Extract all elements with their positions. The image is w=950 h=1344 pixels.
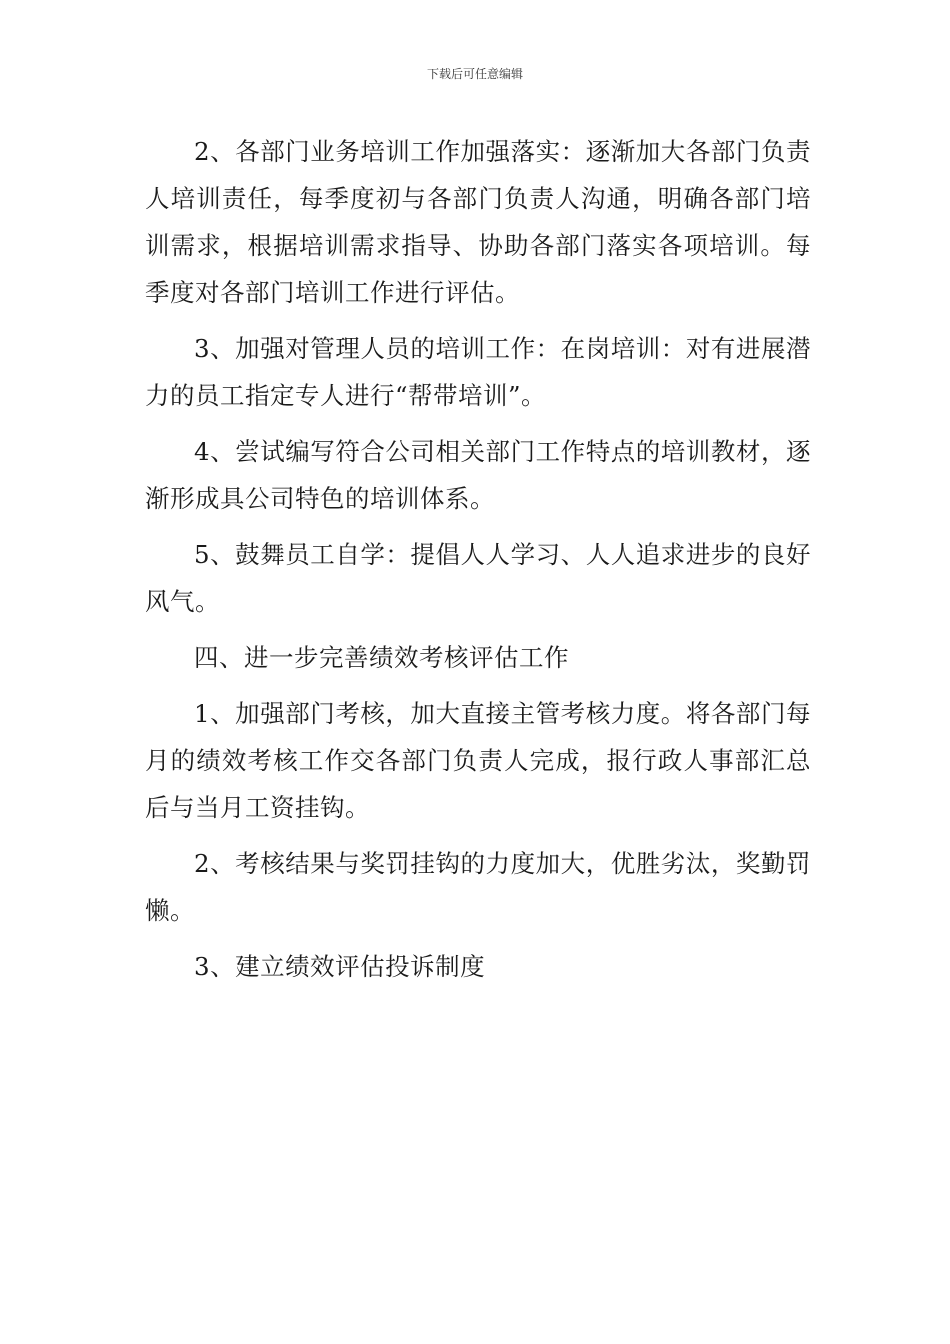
section-heading-performance: 四、进一步完善绩效考核评估工作 (194, 643, 569, 672)
paragraph-department-assessment: 1、加强部门考核，加大直接主管考核力度。将各部门每月的绩效考核工作交各部门负责人完成，报行政人事部汇总后与当月工资挂钩。 (145, 699, 811, 822)
paragraph-training-materials: 4、尝试编写符合公司相关部门工作特点的培训教材，逐渐形成具公司特色的培训体系。 (145, 437, 811, 513)
paragraph-self-study: 5、鼓舞员工自学：提倡人人学习、人人追求进步的良好风气。 (145, 540, 811, 616)
paragraph-department-training: 2、各部门业务培训工作加强落实：逐渐加大各部门负责人培训责任，每季度初与各部门负责人沟通，明确各部门培训需求，根据培训需求指导、协助各部门落实各项培训。每季度对各部门培训工作进行评估。 (145, 137, 811, 307)
paragraph-manager-training: 3、加强对管理人员的培训工作：在岗培训：对有进展潜力的员工指定专人进行“帮带培训”。 (145, 334, 811, 410)
header-note: 下载后可任意编辑 (426, 67, 523, 81)
paragraph-complaint-system: 3、建立绩效评估投诉制度 (194, 952, 486, 981)
paragraph-reward-penalty: 2、考核结果与奖罚挂钩的力度加大，优胜劣汰，奖勤罚懒。 (145, 849, 811, 925)
document-body (145, 128, 811, 999)
